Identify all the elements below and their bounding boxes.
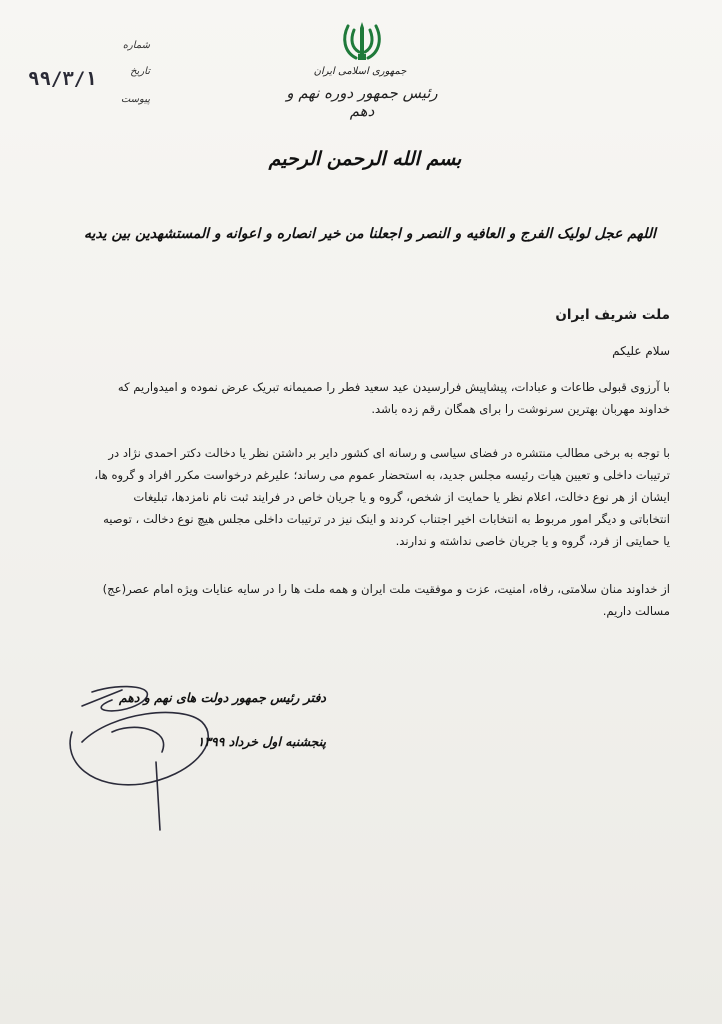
paragraph-line: یا حمایتی از فرد، گروه و یا جریان خاصی نداشته و ندارند. bbox=[395, 534, 670, 548]
letter-meta bbox=[20, 40, 150, 120]
letter-address: ملت شریف ایران bbox=[555, 307, 670, 323]
letter-greeting: سلام علیکم bbox=[612, 344, 670, 358]
signature-date: پنجشنبه اول خرداد ۱۳۹۹ bbox=[197, 734, 326, 749]
header-country: جمهوری اسلامی ایران bbox=[313, 66, 407, 77]
header-office: رئیس جمهور دوره نهم و دهم bbox=[286, 84, 438, 120]
attachment-label: پیوست bbox=[120, 94, 150, 105]
iran-emblem-icon bbox=[340, 18, 384, 64]
paragraph-line: خداوند مهربان بهترین سرنوشت را برای همگان رقم زده باشد. bbox=[371, 402, 670, 416]
paragraph-line: انتخاباتی و دیگر امور مربوط به انتخابات اخیر اجتناب کردند و اینک نیز در ترتیبات داخلی مجلس هیچ نوع دخالت ، توصیه bbox=[103, 512, 670, 526]
signature-office: دفتر رئیس جمهور دولت های نهم و دهم bbox=[118, 690, 326, 705]
letter-date: ۹۹/۳/۱ bbox=[28, 68, 97, 90]
paragraph-line: مسالت داریم. bbox=[602, 604, 670, 618]
paragraph-1 bbox=[70, 376, 670, 420]
prayer-line: اللهم عجل لولیک الفرج و العافیه و النصر و اجعلنا من خیر انصاره و اعوانه و المستشهدین بین یدیه bbox=[84, 226, 656, 242]
paragraph-2 bbox=[70, 442, 670, 552]
paragraph-line: ترتیبات داخلی و تعیین هیات رئیسه مجلس جدید، به استحضار عموم می رساند؛ علیرغم درخواست مکرر افراد و گروه ها، bbox=[94, 468, 670, 482]
paragraph-line: با توجه به برخی مطالب منتشره در فضای سیاسی و رسانه ای کشور دایر بر داشتن نظر یا دخالت دکتر احمدی نژاد در bbox=[108, 446, 670, 460]
number-label: شماره bbox=[122, 40, 150, 51]
paragraph-3 bbox=[70, 578, 670, 622]
paragraph-line: با آرزوی قبولی طاعات و عبادات، پیشاپیش فرارسیدن عید سعید فطر را صمیمانه تبریک عرض نموده و امیدواریم که bbox=[117, 380, 670, 394]
date-label: تاریخ bbox=[130, 66, 150, 77]
paragraph-line: از خداوند منان سلامتی، رفاه، امنیت، عزت و موفقیت ملت ایران و همه ملت ها را در سایه عنایات ویژه امام عصر(عج) bbox=[102, 582, 670, 596]
bismillah: بسم الله الرحمن الرحیم bbox=[268, 148, 462, 170]
paragraph-line: ایشان از هر نوع دخالت، اعلام نظر یا حمایت از شخص، گروه و یا جریان خاص در فرایند ثبت نام نامزدها، تبلیغات bbox=[133, 490, 670, 504]
